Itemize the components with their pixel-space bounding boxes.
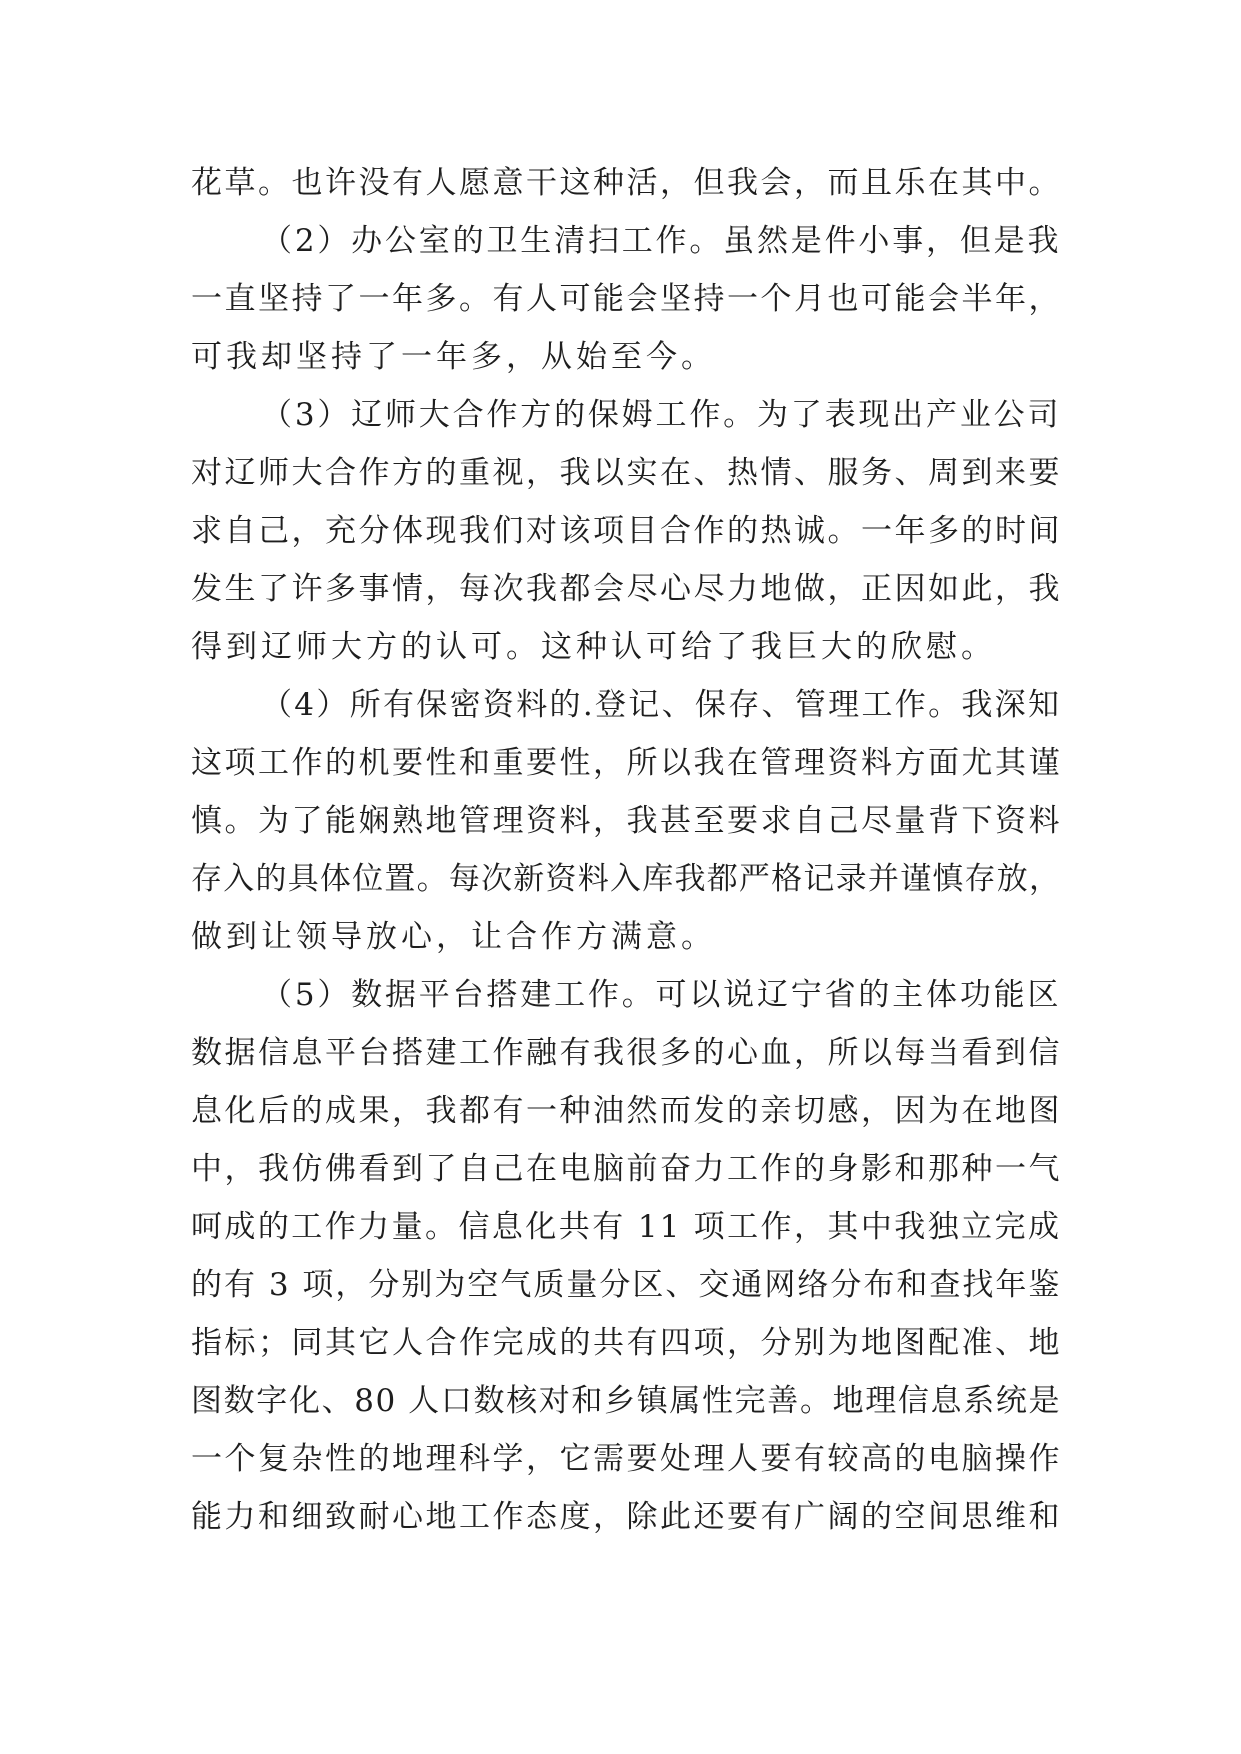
text-line: 中，我仿佛看到了自己在电脑前奋力工作的身影和那种一气 [191, 1151, 1062, 1187]
text-line: 能力和细致耐心地工作态度，除此还要有广阔的空间思维和 [191, 1499, 1062, 1535]
text-line: 存入的具体位置。每次新资料入库我都严格记录并谨慎存放， [191, 861, 1061, 897]
text-line: 得到辽师大方的认可。这种认可给了我巨大的欣慰。 [191, 629, 996, 665]
text-line: 慎。为了能娴熟地管理资料，我甚至要求自己尽量背下资料 [191, 803, 1062, 839]
text-line: 指标；同其它人合作完成的共有四项，分别为地图配准、地 [191, 1325, 1062, 1361]
paragraph-first-line: （2）办公室的卫生清扫工作。虽然是件小事，但是我 [261, 223, 1061, 259]
text-line: 做到让领导放心，让合作方满意。 [191, 919, 716, 955]
text-line: 求自己，充分体现我们对该项目合作的热诚。一年多的时间 [191, 513, 1062, 549]
text-line: 这项工作的机要性和重要性，所以我在管理资料方面尤其谨 [191, 745, 1062, 781]
text-line: 图数字化、80 人口数核对和乡镇属性完善。地理信息系统是 [191, 1383, 1061, 1419]
text-line: 息化后的成果，我都有一种油然而发的亲切感，因为在地图 [191, 1093, 1062, 1129]
text-line: 一直坚持了一年多。有人可能会坚持一个月也可能会半年， [191, 281, 1062, 317]
paragraph-first-line: （3）辽师大合作方的保姆工作。为了表现出产业公司 [261, 397, 1061, 433]
paragraph-first-line: （4）所有保密资料的.登记、保存、管理工作。我深知 [261, 687, 1061, 723]
text-line: 可我却坚持了一年多，从始至今。 [191, 339, 716, 375]
text-line: 花草。也许没有人愿意干这种活，但我会，而且乐在其中。 [191, 165, 1062, 201]
text-line: 一个复杂性的地理科学，它需要处理人要有较高的电脑操作 [191, 1441, 1062, 1477]
text-line: 发生了许多事情，每次我都会尽心尽力地做，正因如此，我 [191, 571, 1062, 607]
text-line: 的有 3 项，分别为空气质量分区、交通网络分布和查找年鉴 [191, 1267, 1062, 1303]
text-line: 呵成的工作力量。信息化共有 11 项工作，其中我独立完成 [191, 1209, 1061, 1245]
paragraph-first-line: （5）数据平台搭建工作。可以说辽宁省的主体功能区 [261, 977, 1061, 1013]
text-line: 数据信息平台搭建工作融有我很多的心血，所以每当看到信 [191, 1035, 1062, 1071]
text-line: 对辽师大合作方的重视，我以实在、热情、服务、周到来要 [191, 455, 1062, 491]
body-text [191, 154, 1061, 1546]
